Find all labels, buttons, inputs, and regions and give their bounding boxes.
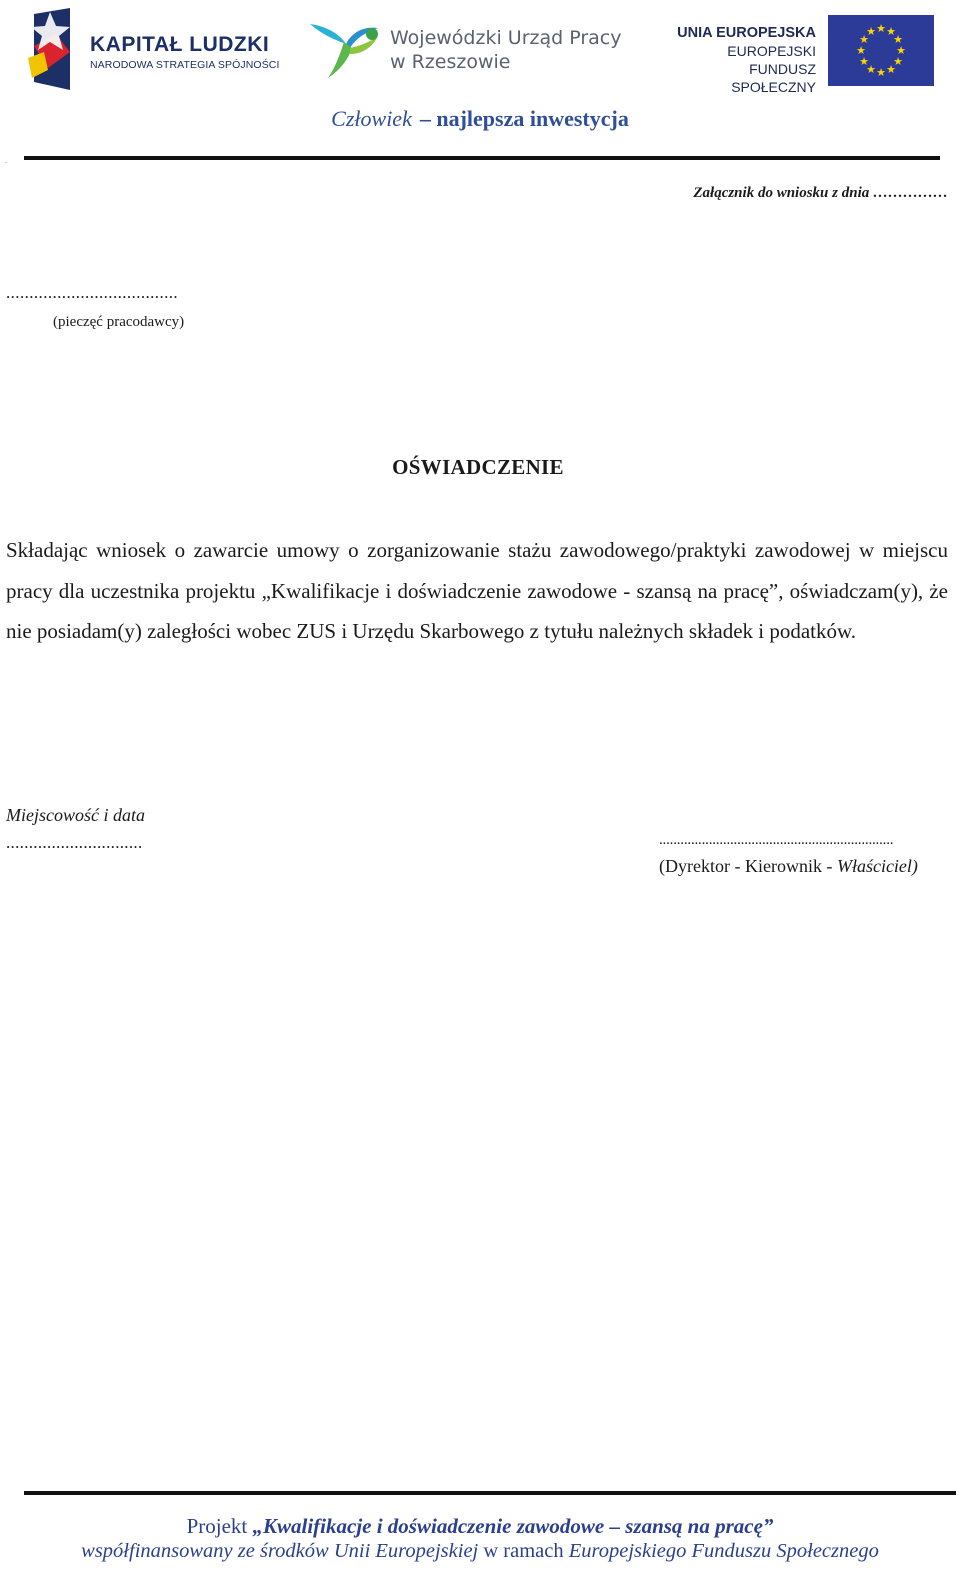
signature-label <box>659 856 918 877</box>
eu-name-line1: UNIA EUROPEJSKA <box>677 25 816 41</box>
kapital-ludzki-name: KAPITAŁ LUDZKI <box>90 33 270 56</box>
svg-text:★: ★ <box>886 25 896 38</box>
stray-mark: . <box>5 156 7 165</box>
footer-funding-part1: współfinansowany ze środków Unii Europejskiej <box>81 1540 479 1562</box>
motto-part1: Człowiek <box>331 106 412 131</box>
footer-funding-line <box>0 1540 960 1563</box>
svg-text:★: ★ <box>876 22 886 35</box>
eu-flag-icon <box>828 15 934 86</box>
eu-name-line3: FUNDUSZ SPOŁECZNY <box>731 61 816 95</box>
svg-text:★: ★ <box>859 33 869 46</box>
svg-text:★: ★ <box>859 55 869 68</box>
wup-logo-text <box>390 26 622 74</box>
svg-text:★: ★ <box>896 44 906 57</box>
stamp-label: (pieczęć pracodawcy) <box>53 314 185 330</box>
footer-project-prefix: Projekt <box>186 1514 253 1538</box>
signature-label-roles: (Dyrektor - Kierownik - <box>659 856 837 876</box>
eu-logo-text <box>664 24 816 96</box>
footer-funding-part2: w ramach <box>478 1540 569 1562</box>
wup-name-line2: w Rzeszowie <box>390 51 511 73</box>
signature-label-owner: Właściciel) <box>836 856 918 876</box>
svg-text:★: ★ <box>893 33 903 46</box>
wup-bird-icon <box>306 14 386 84</box>
place-date-label: Miejscowość i data <box>6 805 145 825</box>
kapital-ludzki-logo-text <box>90 34 280 71</box>
place-date-dotted-line: .............................. <box>6 833 143 852</box>
svg-text:★: ★ <box>876 66 886 79</box>
stamp-dotted-line: ..................................... <box>6 283 179 302</box>
footer-funding-part3: Europejskiego Funduszu Społecznego <box>568 1540 879 1562</box>
svg-text:★: ★ <box>886 63 896 76</box>
motto <box>0 106 960 132</box>
footer-project-line <box>0 1514 960 1539</box>
kapital-ludzki-subtitle: NARODOWA STRATEGIA SPÓJNOŚCI <box>90 59 280 71</box>
svg-text:★: ★ <box>893 55 903 68</box>
footer-divider <box>24 1491 956 1495</box>
footer-project-title: „Kwalifikacje i doświadczenie zawodowe – szansą na pracę” <box>252 1514 774 1538</box>
svg-text:★: ★ <box>856 44 866 57</box>
wup-name-line1: Wojewódzki Urząd Pracy <box>390 27 622 49</box>
eu-name-line2: EUROPEJSKI <box>727 43 816 59</box>
attachment-note: Załącznik do wniosku z dnia …………… <box>693 185 948 201</box>
motto-part2: – najlepsza inwestycja <box>419 106 629 131</box>
document-title: OŚWIADCZENIE <box>392 455 564 479</box>
header-divider <box>24 156 940 160</box>
signature-dotted-line: .................................................................. <box>659 832 894 848</box>
svg-text:★: ★ <box>866 63 876 76</box>
svg-text:★: ★ <box>866 25 876 38</box>
statement-body: Składając wniosek o zawarcie umowy o zorganizowanie stażu zawodowego/praktyki zawodowej w miejscu pracy dla uczestnika projektu „Kwalifikacje i doświadczenie zawodowe - szansą na pracę”, oświadczam(y), że nie posiadam(y) zaległości wobec ZUS i Urzędu Skarbowego z tytułu należnych składek i podatków. <box>6 538 948 644</box>
